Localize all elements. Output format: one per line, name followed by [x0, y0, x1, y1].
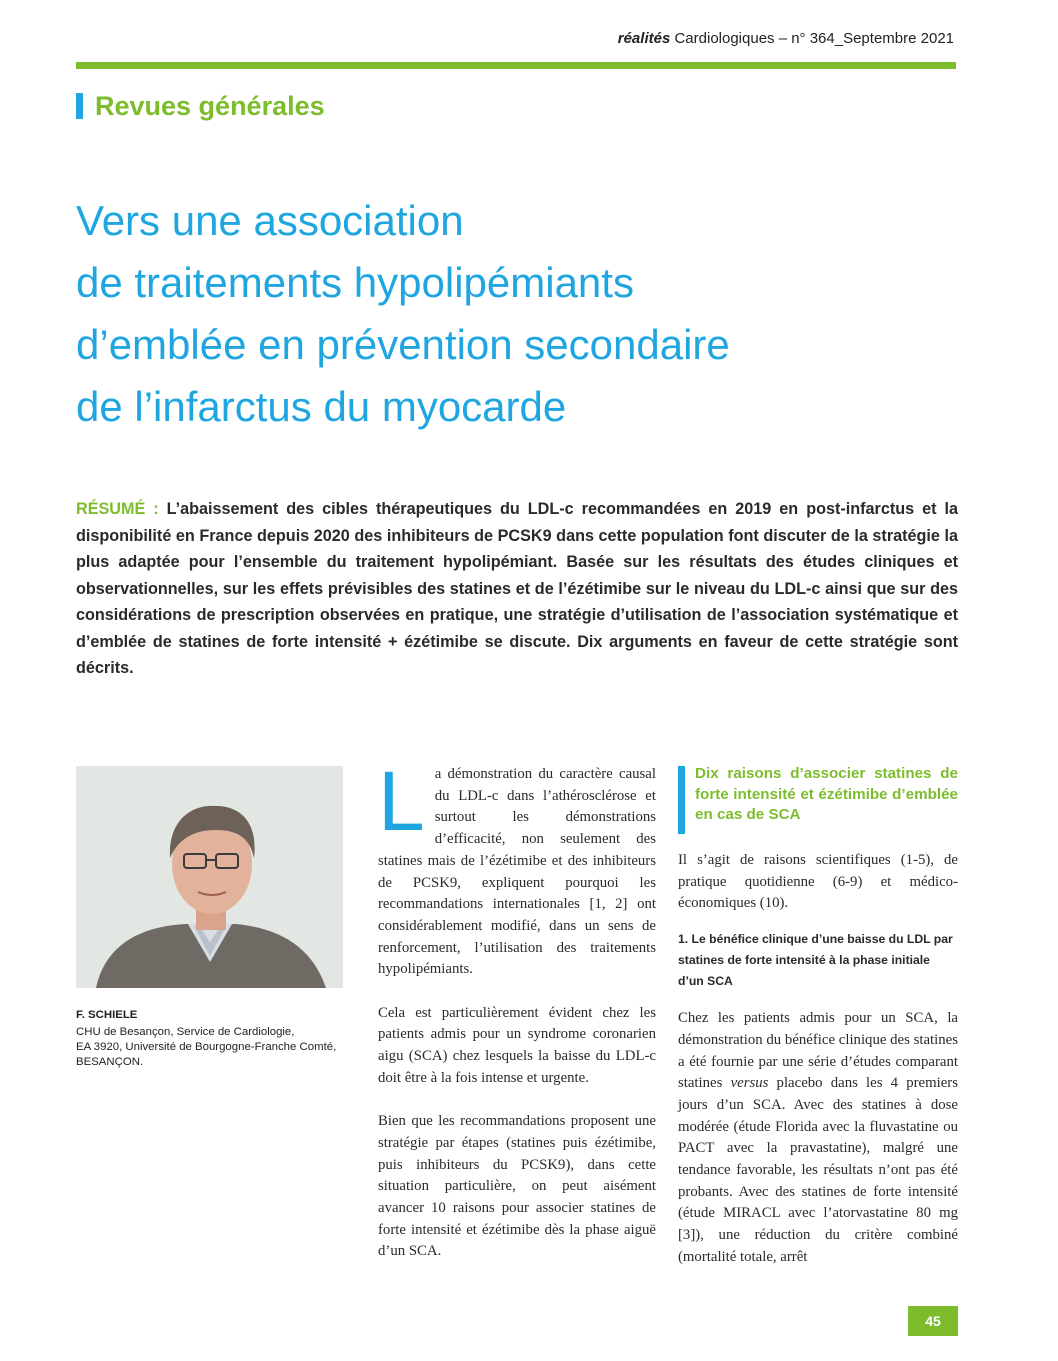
author-affiliation: BESANÇON. — [76, 1056, 144, 1068]
subheading-marker — [678, 766, 685, 834]
abstract-text: L’abaissement des cibles thérapeutiques du LDL-c recommandées en 2019 en post-infarctus et la disponibilité en France depuis 2020 des inhibiteurs de PCSK9 dans cette population font discuter de la stratégie la plus adaptée pour l’ensemble du traitement hypolipémiant. Basée sur les résultats des études cliniques et observationnelles, sur les effets prévisibles des statines et de l’ézétimibe sur le niveau du LDL-c ainsi que sur des considérations de prescription observées en pratique, une stratégie d’utilisation de l’association systématique et d’emblée de statines de forte intensité + ézétimibe se discute. Dix arguments en faveur de cette stratégie sont décrits. — [76, 500, 959, 677]
paragraph: Bien que les recommandations proposent une stratégie par étapes (statines puis ézétimibe, puis inhibiteurs du PCSK9), dans cette situation particulière, on peut aisément avancer 10 raisons pour associer statines de forte intensité et ézétimibe dès la phase aiguë d’un SCA. — [378, 1113, 656, 1260]
journal-brand: réalités — [617, 30, 671, 47]
page-number: 45 — [908, 1306, 958, 1336]
header-rule — [76, 62, 956, 69]
section-tag — [76, 90, 325, 122]
abstract-label: RÉSUMÉ : — [76, 500, 159, 518]
running-header — [618, 30, 954, 47]
author-block — [76, 1008, 346, 1070]
article-title — [76, 190, 936, 438]
author-name: F. SCHIELE — [76, 1009, 138, 1021]
abstract — [76, 496, 958, 682]
title-line: de l’infarctus du myocarde — [76, 383, 567, 430]
subheading-text: Dix raisons d’associer statines de forte intensité et ézétimibe d’emblée en cas de SCA — [695, 765, 958, 823]
sub-subheading: 1. Le bénéfice clinique d’une baisse du LDL par statines de forte intensité à la phase initiale d’un SCA — [678, 932, 953, 989]
author-affiliation: EA 3920, Université de Bourgogne-Franche Comté, — [76, 1041, 337, 1053]
section-marker — [76, 93, 83, 119]
body-column-2 — [678, 764, 958, 1290]
paragraph-text: Chez les patients admis pour un SCA, la démonstration du bénéfice clinique des statines a été fournie par une série d’études comparant statines — [678, 1010, 958, 1092]
drop-cap: L — [378, 754, 425, 848]
intro-paragraph — [378, 754, 656, 981]
author-photo — [76, 766, 343, 988]
section-label: Revues générales — [95, 90, 325, 121]
paragraph — [678, 1008, 958, 1268]
title-line: d’emblée en prévention secondaire — [76, 321, 730, 368]
author-portrait-image — [76, 766, 343, 988]
journal-issue: Cardiologiques – n° 364_Septembre 2021 — [674, 30, 954, 47]
subheading — [678, 764, 958, 834]
emphasis-text: versus — [730, 1075, 769, 1092]
body-column-1 — [378, 754, 656, 1285]
paragraph: Cela est particulièrement évident chez les patients admis pour un syndrome coronarien aigu (SCA) chez lesquels la baisse du LDL-c doit être à la fois intense et urgente. — [378, 1004, 656, 1086]
title-line: Vers une association — [76, 197, 464, 244]
title-line: de traitements hypolipémiants — [76, 259, 634, 306]
paragraph-text: a démonstration du caractère causal du LDL-c dans l’athérosclérose et surtout les démonstrations d’efficacité, non seulement des statines mais de l’ézétimibe et des inhibiteurs de PCSK9, expliquent pourquoi les recommandations internationales [1, 2] ont considérablement modifié, dans un sens de renforcement, l’utilisation des traitements hypolipémiants. — [378, 766, 656, 978]
author-affiliation: CHU de Besançon, Service de Cardiologie, — [76, 1026, 295, 1038]
paragraph: Il s’agit de raisons scientifiques (1-5), de pratique quotidienne (6-9) et médico-économiques (10). — [678, 852, 958, 912]
paragraph-text: placebo dans les 4 premiers jours d’un SCA. Avec des statines à dose modérée (étude Florida avec la fluvastatine ou PACT avec la pravastatine), malgré une tendance favorable, les résultats n’ont pas été probants. Avec des statines de forte intensité (étude MIRACL avec l’atorvastatine 80 mg [3]), une réduction du critère combiné (mortalité totale, arrêt — [678, 1075, 958, 1265]
